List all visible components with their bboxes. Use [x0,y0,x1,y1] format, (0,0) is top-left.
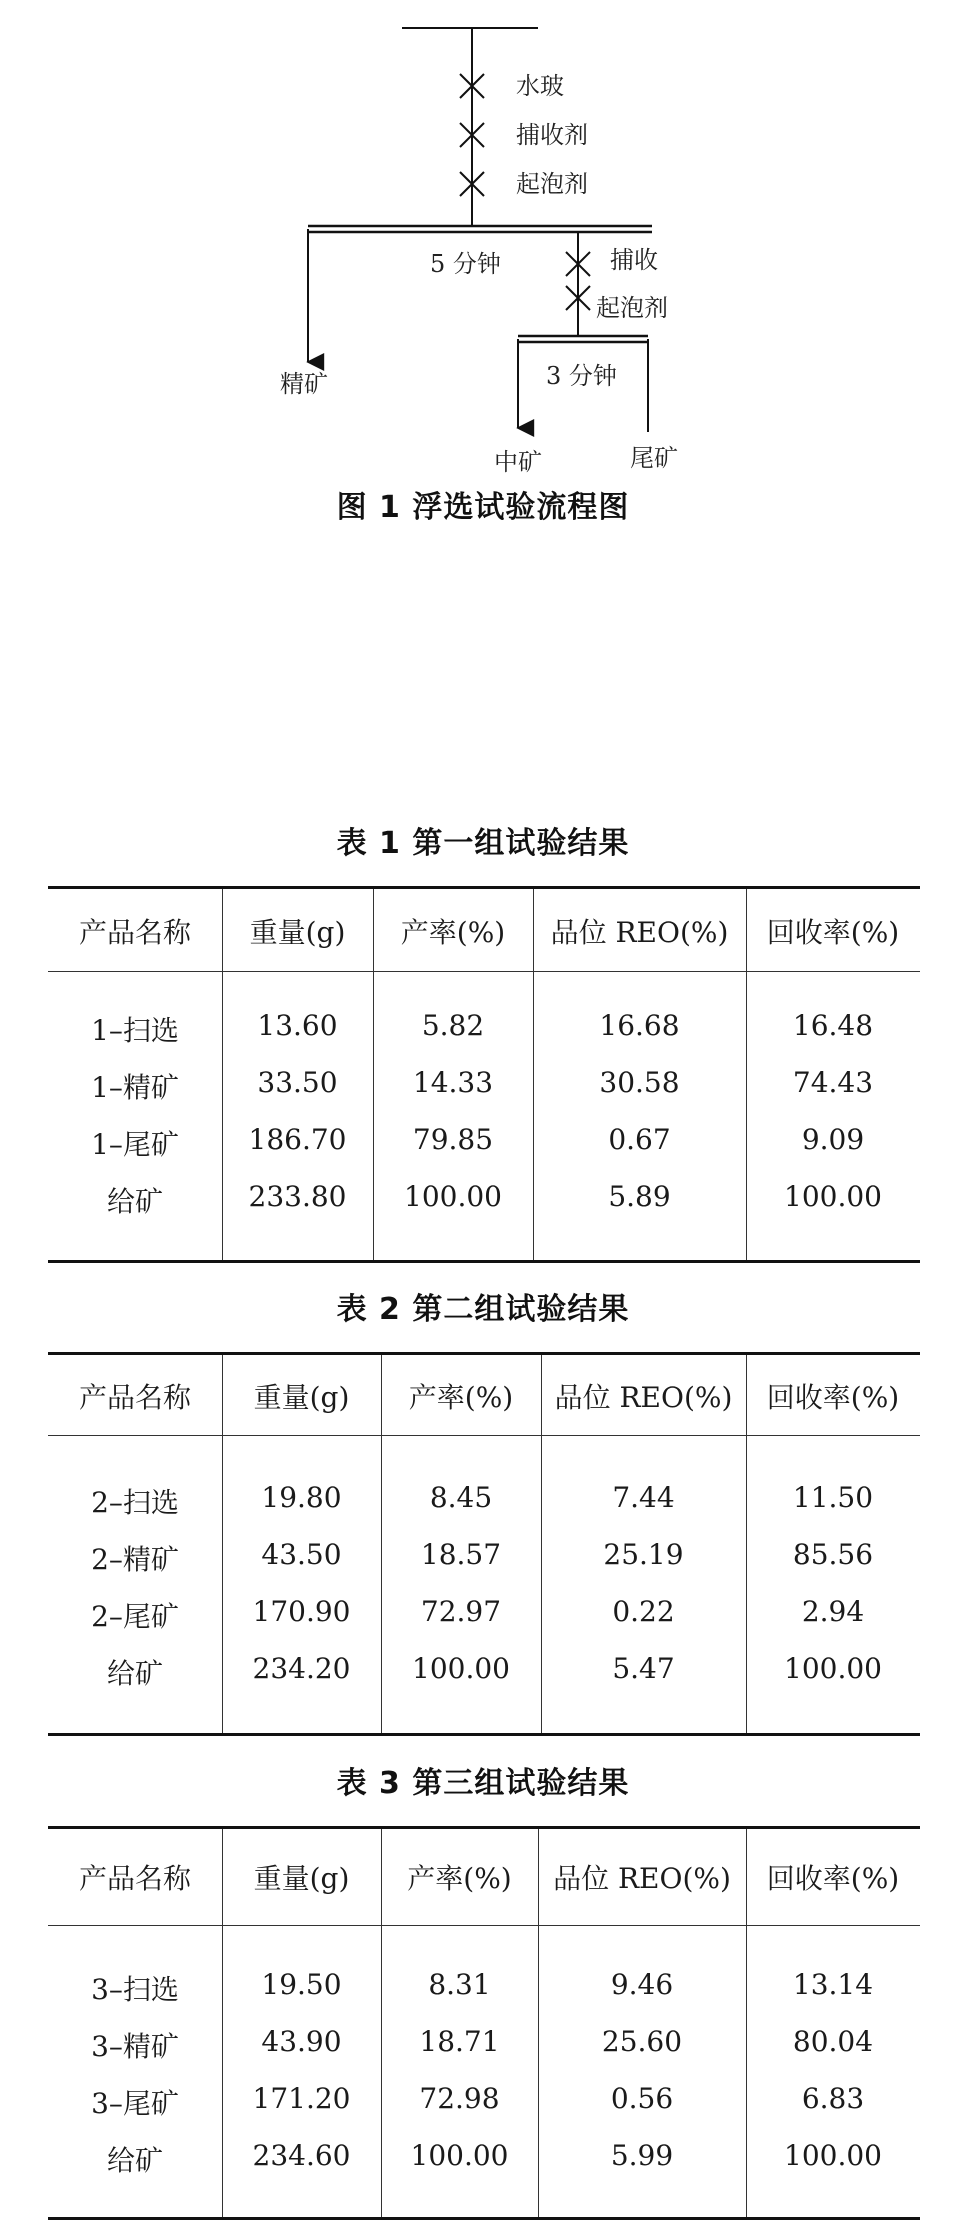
header-recovery: 回收率(%) [766,1381,900,1414]
table-1-caption: 表 1 第一组试验结果 [336,826,630,861]
table-3-caption: 表 3 第三组试验结果 [336,1766,630,1801]
header-recovery: 回收率(%) [766,916,900,949]
flowsheet-svg [0,0,966,480]
header-yield: 产率(%) [408,1381,514,1414]
cell-grade: 0.56 [610,2082,674,2115]
table-3 [48,1826,920,2220]
cell-product-name: 1–精矿 [91,1071,179,1104]
cell-grade: 0.22 [612,1595,675,1628]
table-1 [48,886,920,1263]
header-product-name: 产品名称 [78,1381,191,1414]
cell-recovery: 2.94 [801,1595,865,1628]
cell-recovery: 85.56 [792,1538,874,1571]
cell-recovery: 11.50 [792,1481,874,1514]
cell-grade: 7.44 [612,1481,675,1514]
cell-weight: 234.60 [252,2139,351,2172]
cell-grade: 5.47 [612,1652,675,1685]
reagent-label-2: 捕收剂 [516,121,588,149]
middling-label: 中矿 [494,448,542,476]
cell-weight: 43.90 [261,2025,342,2058]
flowsheet-diagram [0,0,966,560]
cell-grade: 5.99 [610,2139,674,2172]
header-yield: 产率(%) [400,916,506,949]
reagent-label-5: 起泡剂 [596,294,668,322]
reagent-label-3: 起泡剂 [516,170,588,198]
cell-yield: 8.45 [429,1481,493,1514]
cell-weight: 234.20 [252,1652,351,1685]
concentrate-label: 精矿 [280,370,328,398]
header-weight: 重量(g) [253,1862,350,1895]
cell-yield: 79.85 [412,1123,494,1156]
cell-product-name: 3–扫选 [91,1973,179,2006]
cell-weight: 19.80 [261,1481,342,1514]
cell-weight: 186.70 [248,1123,347,1156]
header-weight: 重量(g) [249,916,346,949]
cell-recovery: 100.00 [784,1180,882,1213]
cell-grade: 9.46 [610,1968,674,2001]
cell-yield: 100.00 [410,2139,509,2172]
cell-recovery: 9.09 [801,1123,865,1156]
cell-product-name: 1–扫选 [91,1014,179,1047]
cell-yield: 5.82 [421,1009,485,1042]
cell-weight: 13.60 [257,1009,338,1042]
cell-recovery: 6.83 [801,2082,865,2115]
cell-yield: 72.97 [420,1595,502,1628]
cell-yield: 8.31 [428,1968,491,2001]
header-grade: 品位 REO(%) [553,1862,731,1895]
reagent-label-1: 水玻 [516,72,564,100]
cell-product-name: 3–尾矿 [91,2087,179,2120]
cell-grade: 5.89 [608,1180,671,1213]
header-recovery: 回收率(%) [766,1862,900,1895]
cell-recovery: 74.43 [792,1066,874,1099]
cell-grade: 0.67 [608,1123,671,1156]
cell-product-name: 1–尾矿 [91,1128,179,1161]
tailing-label: 尾矿 [630,444,678,472]
header-product-name: 产品名称 [78,916,191,949]
cell-recovery: 100.00 [784,2139,882,2172]
cell-yield: 100.00 [412,1652,510,1685]
cell-recovery: 100.00 [784,1652,882,1685]
cell-grade: 25.19 [603,1538,684,1571]
stage1-time: 5 分钟 [430,250,501,278]
cell-yield: 18.57 [420,1538,502,1571]
cell-yield: 100.00 [404,1180,502,1213]
cell-weight: 43.50 [261,1538,342,1571]
cell-recovery: 80.04 [792,2025,874,2058]
cell-product-name: 3–精矿 [91,2030,179,2063]
cell-product-name: 2–精矿 [91,1543,179,1576]
header-yield: 产率(%) [407,1862,512,1895]
cell-grade: 30.58 [599,1066,680,1099]
cell-weight: 171.20 [252,2082,351,2115]
header-product-name: 产品名称 [78,1862,191,1895]
cell-weight: 33.50 [257,1066,338,1099]
cell-grade: 25.60 [601,2025,683,2058]
cell-yield: 14.33 [412,1066,494,1099]
figure-caption: 图 1 浮选试验流程图 [336,490,630,525]
cell-grade: 16.68 [599,1009,680,1042]
cell-product-name: 给矿 [106,2144,163,2177]
cell-product-name: 2–尾矿 [91,1600,179,1633]
cell-weight: 19.50 [261,1968,342,2001]
cell-yield: 72.98 [419,2082,500,2115]
cell-weight: 233.80 [248,1180,347,1213]
table-2-caption: 表 2 第二组试验结果 [336,1292,630,1327]
cell-recovery: 13.14 [792,1968,874,2001]
reagent-label-4: 捕收 [610,246,658,274]
table-2 [48,1352,920,1736]
header-grade: 品位 REO(%) [550,916,729,949]
header-grade: 品位 REO(%) [554,1381,733,1414]
stage2-time: 3 分钟 [546,362,617,390]
cell-weight: 170.90 [252,1595,351,1628]
cell-yield: 18.71 [419,2025,500,2058]
cell-product-name: 2–扫选 [91,1486,179,1519]
cell-recovery: 16.48 [792,1009,874,1042]
header-weight: 重量(g) [253,1381,350,1414]
cell-product-name: 给矿 [106,1185,163,1218]
cell-product-name: 给矿 [106,1657,163,1690]
